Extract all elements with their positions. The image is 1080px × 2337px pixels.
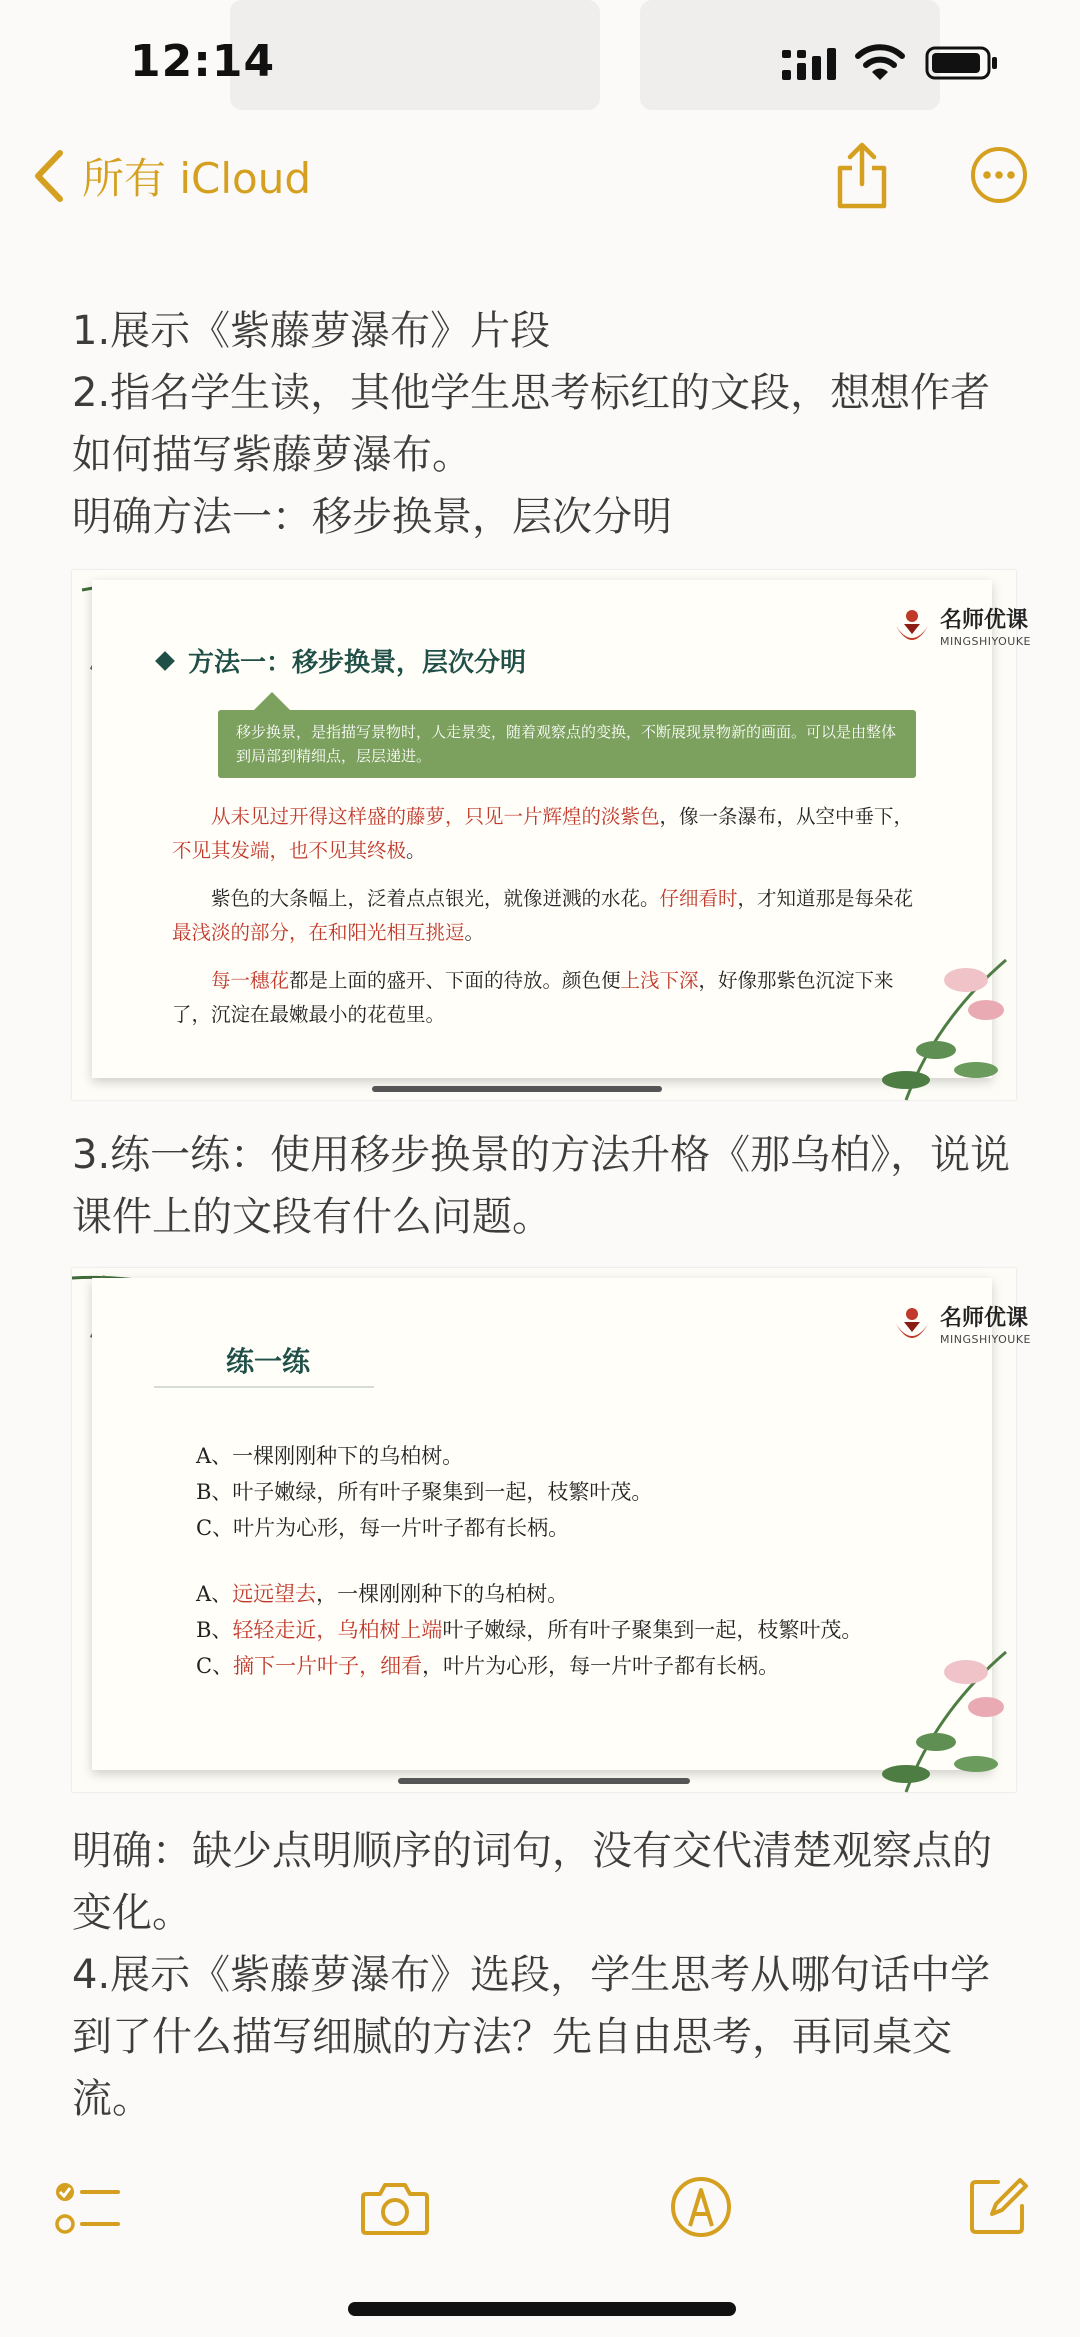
passage-text: 。 <box>464 921 485 944</box>
slide-passage <box>172 800 932 1046</box>
passage-text: ，才知道那是每朵花 <box>737 887 914 910</box>
highlighted-text: 每一穗花 <box>211 969 290 992</box>
brand-logo <box>890 606 1031 650</box>
passage-text: C、 <box>196 1654 234 1678</box>
note-text-block-2[interactable] <box>72 1124 1012 1248</box>
passage-text: 叶子嫩绿，所有叶子聚集到一起，枝繁叶茂。 <box>442 1618 863 1642</box>
chevron-left-icon <box>30 149 66 203</box>
note-line: 4.展示《紫藤萝瀑布》选段，学生思考从哪句话中学到了什么描写细腻的方法？先自由思考，再同桌交流。 <box>72 1952 991 2122</box>
video-progress-line <box>398 1778 690 1784</box>
passage-text: ，像一条瀑布，从空中垂下， <box>659 805 914 828</box>
back-label: 所有 iCloud <box>82 154 311 203</box>
diamond-bullet-icon <box>155 651 175 671</box>
passage-text: 。 <box>406 839 426 862</box>
battery-icon <box>925 46 999 80</box>
highlighted-text: 轻轻走近，乌柏树上端 <box>232 1618 443 1642</box>
logo-en: MINGSHIYOUKE <box>940 1332 1031 1346</box>
practice-line: C、叶片为心形，每一片叶子都有长柄。 <box>196 1516 570 1540</box>
compose-icon[interactable] <box>968 2174 1030 2236</box>
highlighted-text: 仔细看时 <box>659 887 738 910</box>
logo-en: MINGSHIYOUKE <box>940 634 1031 648</box>
highlighted-text: 上浅下深 <box>620 969 699 992</box>
note-line: 明确方法一：移步换景，层次分明 <box>72 494 672 540</box>
practice-line: B、叶子嫩绿，所有叶子聚集到一起，枝繁叶茂。 <box>196 1480 653 1504</box>
flower-decoration <box>836 1592 1016 1792</box>
wifi-icon <box>855 42 905 82</box>
brand-logo <box>890 1304 1031 1348</box>
nav-bar <box>0 130 1080 220</box>
highlighted-text: 从未见过开得这样盛的藤萝，只见一片辉煌的淡紫色 <box>211 805 660 828</box>
title-divider <box>154 1386 374 1388</box>
flower-decoration <box>846 900 1016 1100</box>
callout-tip <box>252 692 292 712</box>
slide-image-practice[interactable] <box>72 1268 1031 1792</box>
logo-cn: 名师优课 <box>940 1305 1029 1331</box>
passage-text: ，一棵刚刚种下的乌柏树。 <box>316 1582 569 1606</box>
note-text-block-3[interactable] <box>72 1820 1012 2130</box>
highlighted-text: 不见其发端，也不见其终极 <box>172 839 407 862</box>
back-button[interactable] <box>30 146 311 206</box>
bottom-toolbar <box>0 2150 1080 2270</box>
logo-cn: 名师优课 <box>940 607 1029 633</box>
passage-text: B、 <box>196 1618 233 1642</box>
note-line: 2.指名学生读，其他学生思考标红的文段，想想作者如何描写紫藤萝瀑布。 <box>72 370 991 478</box>
passage-text: A、 <box>196 1582 233 1606</box>
definition-box: 移步换景，是指描写景物时，人走景变，随着观察点的变换，不断展现景物新的画面。可以是由整体到局部到精细点，层层递进。 <box>218 710 916 778</box>
note-line: 3.练一练：使用移步换景的方法升格《那乌柏》，说说课件上的文段有什么问题。 <box>72 1132 1011 1240</box>
slide-image-method-one[interactable] <box>72 570 1031 1100</box>
passage-paragraph <box>172 800 932 868</box>
note-line: 1.展示《紫藤萝瀑布》片段 <box>72 308 551 354</box>
passage-text: ，好像那紫色沉淀下来了，沉淀在最嫩最小的花苞里。 <box>172 969 894 1026</box>
markup-icon[interactable] <box>670 2176 732 2238</box>
note-line: 明确：缺少点明顺序的词句，没有交代清楚观察点的变化。 <box>72 1828 992 1936</box>
slide-title-text: 方法一：移步换景，层次分明 <box>188 648 527 678</box>
note-text-block-1[interactable] <box>72 300 1012 548</box>
passage-text: ，叶片为心形，每一片叶子都有长柄。 <box>422 1654 780 1678</box>
slide-title: 练一练 <box>226 1345 311 1378</box>
status-time: 12:14 <box>130 36 276 87</box>
highlighted-text: 摘下一片叶子，细看 <box>233 1654 423 1678</box>
checklist-icon[interactable] <box>54 2178 120 2240</box>
logo-mark-icon <box>890 606 934 650</box>
passage-text: 都是上面的盛开、下面的待放。颜色便 <box>289 969 621 992</box>
highlighted-text: 最浅淡的部分，在和阳光相互挑逗 <box>172 921 465 944</box>
cellular-signal-icon <box>782 48 838 80</box>
home-indicator[interactable] <box>348 2302 736 2316</box>
camera-icon[interactable] <box>360 2180 430 2236</box>
video-progress-line <box>372 1086 662 1092</box>
share-icon[interactable] <box>832 140 892 210</box>
status-bar <box>0 0 1080 130</box>
logo-mark-icon <box>890 1304 934 1348</box>
passage-paragraph <box>172 882 932 950</box>
passage-paragraph <box>172 964 932 1032</box>
passage-text: 紫色的大条幅上，泛着点点银光，就像迸溅的水花。 <box>211 887 660 910</box>
more-options-icon[interactable] <box>970 146 1028 204</box>
slide-title <box>158 642 526 679</box>
practice-line: A、一棵刚刚种下的乌柏树。 <box>196 1444 464 1468</box>
highlighted-text: 远远望去 <box>232 1582 317 1606</box>
